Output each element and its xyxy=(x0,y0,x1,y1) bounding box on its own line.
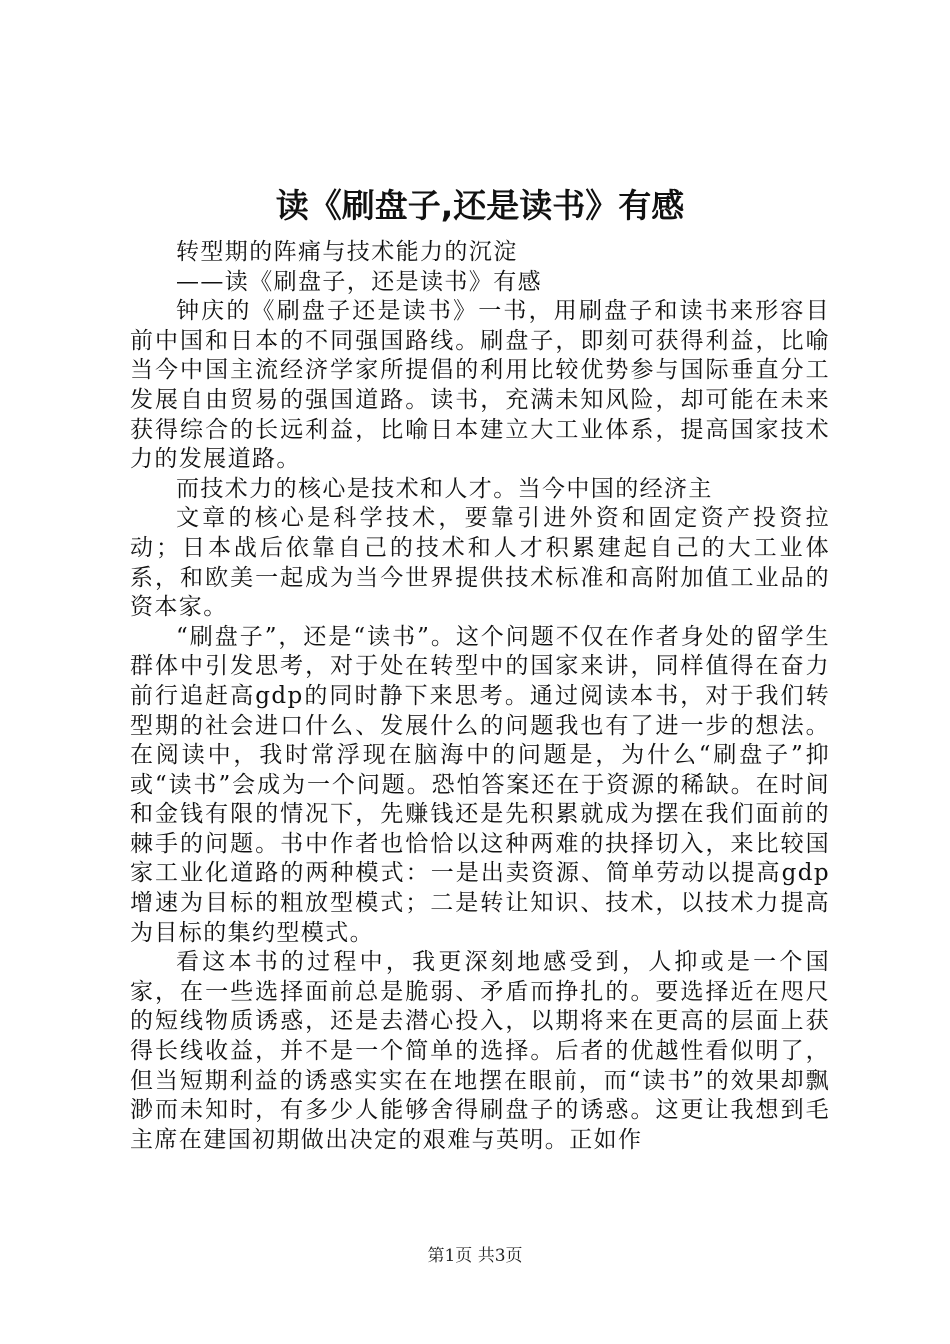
body-paragraph: 看这本书的过程中，我更深刻地感受到，人抑或是一个国家，在一些选择面前总是脆弱、矛盾而挣扎的。要选择近在咫尺的短线物质诱惑，还是去潜心投入，以期将来在更高的层面上获得长线收益，并不是一个简单的选择。后者的优越性看似明了，但当短期利益的诱惑实实在在地摆在眼前，而“读书”的效果却飘渺而未知时，有多少人能够舍得刷盘子的诱惑。这更让我想到毛主席在建国初期做出决定的艰难与英明。正如作 xyxy=(130,949,830,1153)
body-paragraph: 文章的核心是科学技术，要靠引进外资和固定资产投资拉动；日本战后依靠自己的技术和人才积累建起自己的大工业体系，和欧美一起成为当今世界提供技术标准和高附加值工业品的资本家。 xyxy=(130,505,830,621)
body-paragraph: “刷盘子”，还是“读书”。这个问题不仅在作者身处的留学生群体中引发思考，对于处在转型中的国家来讲，同样值得在奋力前行追赶高gdp的同时静下来思考。通过阅读本书，对于我们转型期的社会进口什么、发展什么的问题我也有了进一步的想法。在阅读中，我时常浮现在脑海中的问题是，为什么“刷盘子”抑或“读书”会成为一个问题。恐怕答案还在于资源的稀缺。在时间和金钱有限的情况下，先赚钱还是先积累就成为摆在我们面前的棘手的问题。书中作者也恰恰以这种两难的抉择切入，来比较国家工业化道路的两种模式：一是出卖资源、简单劳动以提高gdp增速为目标的粗放型模式；二是转让知识、技术，以技术力提高为目标的集约型模式。 xyxy=(130,623,830,946)
document-title: 读《刷盘子,还是读书》有感 xyxy=(275,186,685,225)
page-number-footer: 第1页 共3页 xyxy=(427,1246,523,1266)
body-paragraph: 而技术力的核心是技术和人才。当今中国的经济主 xyxy=(176,475,713,502)
document-body xyxy=(130,238,830,1155)
subtitle-line: 转型期的阵痛与技术能力的沉淀 xyxy=(176,239,518,265)
body-paragraph: 钟庆的《刷盘子还是读书》一书，用刷盘子和读书来形容目前中国和日本的不同强国路线。刷盘子，即刻可获得利益，比喻当今中国主流经济学家所提倡的利用比较优势参与国际垂直分工发展自由贸易的强国道路。读书，充满未知风险，却可能在未来获得综合的长远利益，比喻日本建立大工业体系，提高国家技术力的发展道路。 xyxy=(130,298,830,473)
subtitle-line: ——读《刷盘子，还是读书》有感 xyxy=(176,268,542,295)
